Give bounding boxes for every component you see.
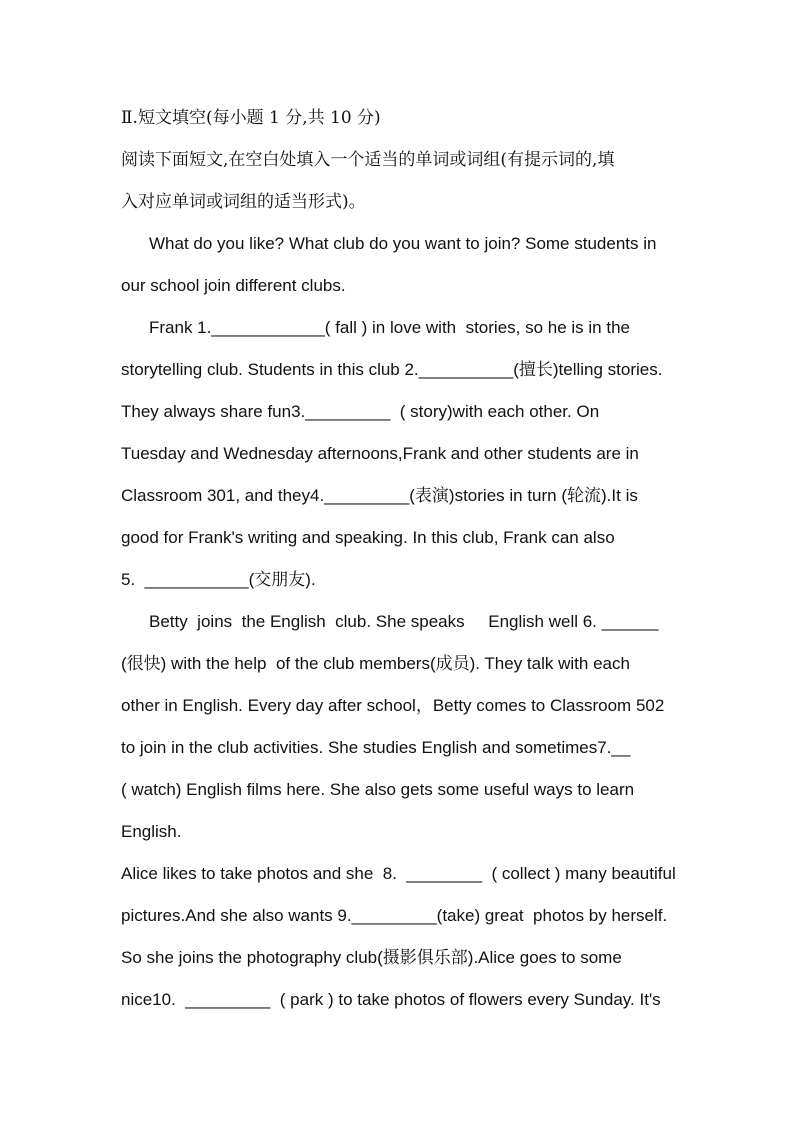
passage-line-16: Alice likes to take photos and she 8. ________ ( collect ) many beautiful	[121, 864, 676, 883]
passage-line-19: nice10. _________ ( park ) to take photos of flowers every Sunday. It's	[121, 990, 661, 1009]
instruction-line-1: 阅读下面短文,在空白处填入一个适当的单词或词组(有提示词的,填	[121, 150, 615, 170]
passage-line-15: English.	[121, 822, 182, 841]
passage-line-1: What do you like? What club do you want to join? Some students in	[149, 234, 657, 253]
passage-line-3: Frank 1.____________( fall ) in love with stories, so he is in the	[149, 318, 630, 337]
passage-line-7: Classroom 301, and they4._________(表演)stories in turn (轮流).It is	[121, 486, 638, 505]
instruction-line-2: 入对应单词或词组的适当形式)。	[121, 192, 366, 212]
passage-line-2: our school join different clubs.	[121, 276, 346, 295]
passage-line-9: 5. ___________(交朋友).	[121, 570, 316, 589]
passage-line-5: They always share fun3._________ ( story)with each other. On	[121, 402, 600, 421]
passage-line-11: (很快) with the help of the club members(成员). They talk with each	[121, 654, 630, 673]
passage-line-17: pictures.And she also wants 9._________(take) great photos by herself.	[121, 906, 668, 925]
passage-line-14: ( watch) English films here. She also gets some useful ways to learn	[121, 780, 635, 799]
passage-line-8: good for Frank's writing and speaking. In this club, Frank can also	[121, 528, 615, 547]
passage-line-4: storytelling club. Students in this club 2.__________(擅长)telling stories.	[121, 360, 663, 379]
passage-line-10: Betty joins the English club. She speaks English well 6. ______	[149, 612, 659, 631]
passage-line-12: other in English. Every day after school，Betty comes to Classroom 502	[121, 696, 665, 715]
section-heading: Ⅱ.短文填空(每小题 1 分,共 10 分)	[121, 108, 381, 128]
passage-line-13: to join in the club activities. She studies English and sometimes7.__	[121, 738, 631, 757]
passage-line-6: Tuesday and Wednesday afternoons,Frank and other students are in	[121, 444, 639, 463]
passage-line-18: So she joins the photography club(摄影俱乐部).Alice goes to some	[121, 948, 622, 967]
